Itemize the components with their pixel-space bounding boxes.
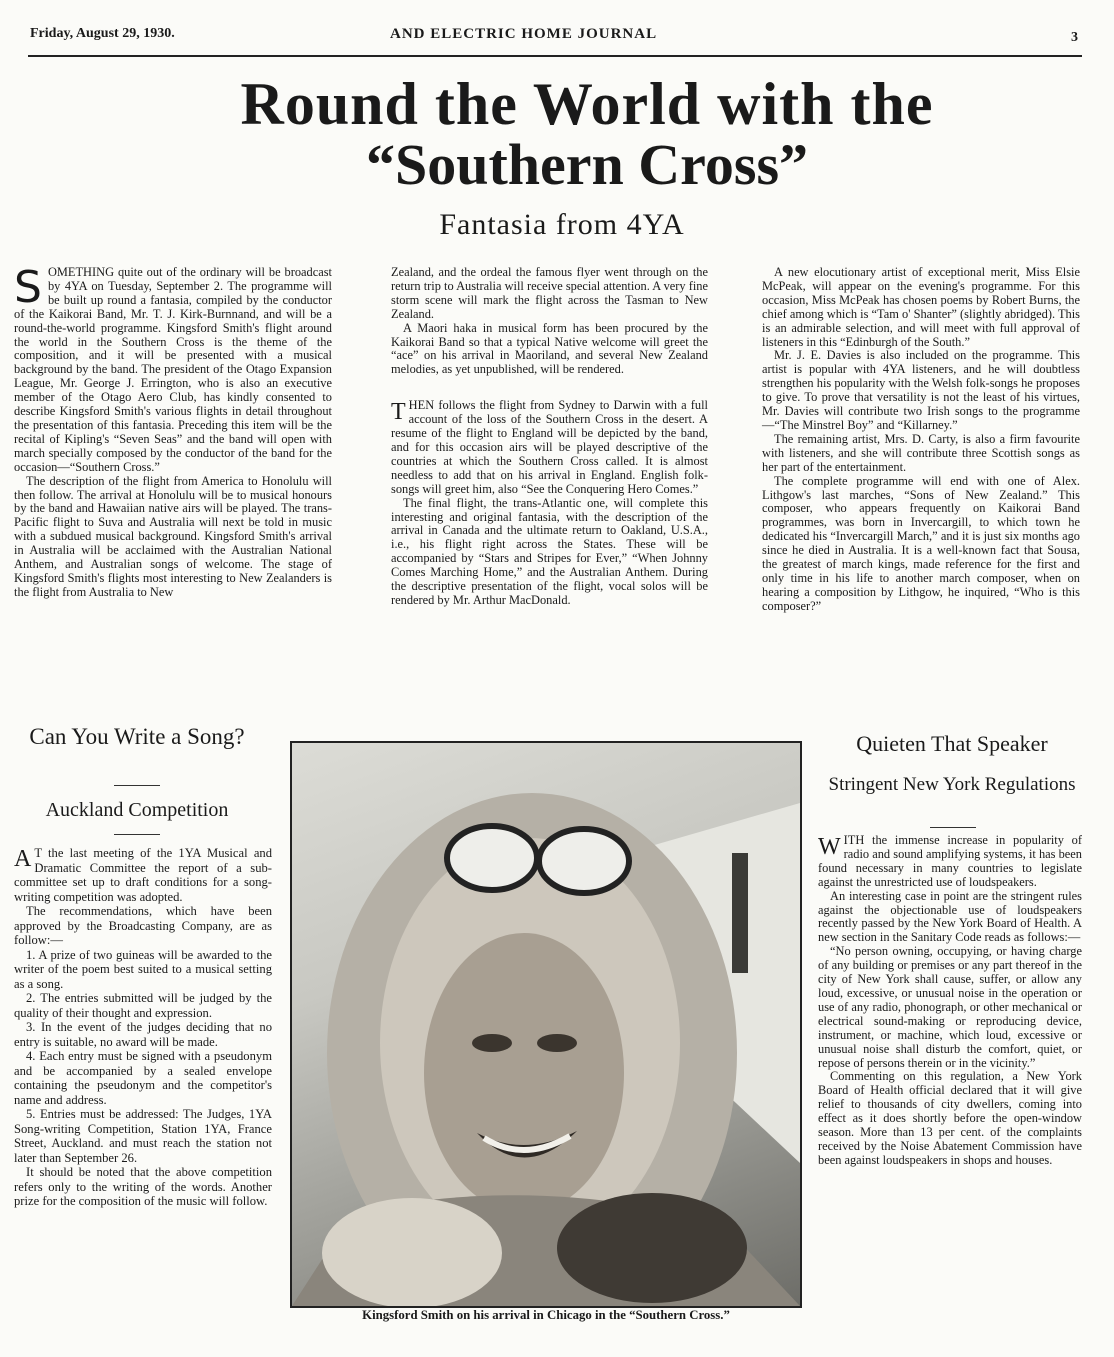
- fur-collar-left-shape: [322, 1198, 502, 1306]
- page-number: 3: [1071, 30, 1078, 45]
- article-paragraph: The recommendations, which have been approved by the Broadcasting Company, are as follow:—: [14, 904, 272, 947]
- portrait-photo: [290, 741, 802, 1308]
- main-headline-line1: Round the World with the: [240, 71, 934, 137]
- song-subheadline: Auckland Competition: [45, 799, 229, 821]
- lead-word: OMETHING: [47, 265, 115, 279]
- fur-collar-right-shape: [557, 1193, 747, 1303]
- article-paragraph: The complete programme will end with one of Alex. Lithgow's last marches, “Sons of New Zealand.” This composer, who appears frequently on Kaikorai Band programmes, was born in Invercargill, to which town he dedicated his “Invercargill March,” and it is just six months ago since he died in Australia. It is a well-known fact that Sousa, the greatest of march kings, made reference for the first and only time in his life to another march composer, when on hearing a composition by Lithgow, he inquired, “Who is this composer?”: [762, 473, 1080, 613]
- divider: [114, 834, 160, 835]
- issue-date: Friday, August 29, 1930.: [30, 26, 175, 41]
- rule-item: 2. The entries submitted will be judged by the quality of their thought and expression.: [14, 991, 272, 1020]
- article-paragraph: The description of the flight from America to Honolulu will then follow. The arrival at Honolulu will be to musical honours by the band and Hawaiian native airs will be played. The trans-Pacific flight to Suva and Australia will next be told in music with a subdued musical background. Kingsford Smith's arrival in Australia will be acclaimed with the Australian National Anthem, and Australian songs of welcome. The stage of Kingsford Smith's flights most interesting to New Zealanders is the flight from Australia to New: [14, 473, 332, 599]
- article-paragraph: The remaining artist, Mrs. D. Carty, is also a firm favourite with listeners, and she will contribute three Scottish songs as her part of the entertainment.: [762, 431, 1080, 474]
- header-rule: [28, 55, 1082, 57]
- goggle-right-shape: [539, 829, 629, 893]
- aircraft-strut-shape: [732, 853, 748, 973]
- rule-item: 4. Each entry must be signed with a pseudonym and be accompanied by a sealed envelope containing the pseudonym and the competitor's name and address.: [14, 1049, 272, 1107]
- main-headline-line2: “Southern Cross”: [365, 132, 809, 197]
- left-eye-shape: [472, 1034, 512, 1052]
- main-subheadline: Fantasia from 4YA: [439, 208, 685, 241]
- article-paragraph: An interesting case in point are the stringent rules against the objectionable use of loudspeakers recently passed by the New York Board of Health. A new section in the Sanitary Code reads as follows:—: [818, 888, 1082, 945]
- article-paragraph: A Maori haka in musical form has been procured by the Kaikorai Band so that a typical Native welcome will greet the “ace” on his arrival in Maoriland, and several New Zealand melodies, as yet unpublished, will be rendered.: [391, 320, 708, 377]
- rule-item: 1. A prize of two guineas will be awarded to the writer of the poem best suited to a musical setting as a song.: [14, 947, 272, 991]
- drop-cap: T: [391, 399, 406, 426]
- aviator-portrait-illustration: [292, 743, 800, 1306]
- article-paragraph: Zealand, and the ordeal the famous flyer went through on the return trip to Australia will receive special attention. A very fine storm scene will mark the flight across the Tasman to New Zealand.: [391, 265, 708, 321]
- masthead: AND ELECTRIC HOME JOURNAL: [390, 26, 658, 42]
- rule-item: 5. Entries must be addressed: The Judges, 1YA Song-writing Competition, Station 1YA, France Street, Auckland. and must reach the station not later than September 26.: [14, 1107, 272, 1165]
- speaker-article-body: [818, 834, 1082, 1168]
- article-paragraph: The final flight, the trans-Atlantic one, will complete this interesting and original fantasia, with the description of the arrival in Canada and the ultimate return to Oakland, U.S.A., i.e., his flight right across the States. These will be accompanied by “Stars and Stripes for Ever,” “When Johnny Comes Marching Home,” and the Australian Anthem. During the descriptive presentation of the flight, vocal solos will be rendered by Mr. Arthur MacDonald.: [391, 495, 708, 607]
- article-column-1: [14, 262, 332, 600]
- divider: [114, 785, 160, 786]
- article-paragraph: Mr. J. E. Davies is also included on the programme. This artist is popular with 4YA listeners, and he will doubtless strengthen his popularity with the Welsh folk-songs he proposes to give. To prove that versatility is not the least of his virtues, Mr. Davies will contribute two Irish songs to the programme—“The Minstrel Boy” and “Killarney.”: [762, 348, 1080, 432]
- right-eye-shape: [537, 1034, 577, 1052]
- face-shape: [424, 933, 624, 1213]
- article-paragraph: Commenting on this regulation, a New York Board of Health official declared that it will give relief to thousands of city dwellers, coming into effect as it does shortly before the open-window season. More than 13 per cent. of the complaints received by the Noise Abatement Commission have been against loudspeakers in shops and houses.: [818, 1069, 1082, 1167]
- drop-cap: A: [14, 846, 32, 872]
- song-article-body: [14, 846, 272, 1209]
- article-paragraph: A new elocutionary artist of exceptional merit, Miss Elsie McPeak, will appear on the evening's programme. For this occasion, Miss McPeak has chosen poems by Robert Burns, the chief among which is “Tam o' Shanter” (slightly abridged). This is an admirable selection, and will meet with full approval of listeners in this “Edinburgh of the South.”: [762, 265, 1080, 349]
- speaker-subheadline: Stringent New York Regulations: [828, 774, 1076, 795]
- article-column-3: [762, 266, 1080, 614]
- article-paragraph: A T the last meeting of the 1YA Musical and Dramatic Committee the report of a sub-committee set up to draft conditions for a song-writing competition was adopted.: [14, 846, 272, 904]
- article-paragraph: WITH the immense increase in popularity of radio and sound amplifying systems, it has been found necessary in many countries to legislate against the unrestricted use of loudspeakers.: [818, 833, 1082, 889]
- article-column-2: [391, 266, 708, 608]
- page-header: [30, 26, 1080, 48]
- goggle-left-shape: [447, 826, 537, 890]
- drop-cap: S: [14, 262, 42, 313]
- article-paragraph: SOMETHING quite out of the ordinary will be broadcast by 4YA on Tuesday, September 2. The programme will be built up round a fantasia, compiled by the conductor of the Kaikorai Band, Mr. T. J. Kirk-Burnnand, and will be a round-the-world programme. Kingsford Smith's flight around the world in the Southern Cross is the theme of the composition, and it will be presented with a musical background by the band. The president of the Otago Expansion League, Mr. George J. Errington, who is also an executive member of the Otago Aero Club, has kindly consented to describe Kingsford Smith's various flights in detail throughout the presentation of this fantasia. Preceding this item will be the recital of Kipling's “Seven Seas” and the band will open with march specially composed by the conductor of the band for the occasion—“Southern Cross.”: [14, 262, 332, 474]
- article-paragraph: “No person owning, occupying, or having charge of any building or premises or any part thereof in the city of New York shall cause, suffer, or allow any loud, excessive, or unusual noise in the operation or use of any radio, phonograph, or other mechanical or electrical sound-making or reproducing device, instrument, or machine, which loud, excessive or unusual noise shall disturb the comfort, quiet, or repose of persons therein or in the vicinity.”: [818, 944, 1082, 1070]
- photo-caption: Kingsford Smith on his arrival in Chicago in the “Southern Cross.”: [362, 1308, 730, 1322]
- drop-cap: W: [818, 834, 841, 860]
- divider: [930, 827, 976, 828]
- article-paragraph: THEN follows the flight from Sydney to Darwin with a full account of the loss of the Southern Cross in the desert. A resume of the flight to England will be depicted by the band, and for this occasion airs will be played descriptive of the countries at which the Southern Cross called. It is almost needless to add that on his arrival in England. English folk-songs will greet him, also “See the Conquering Hero Comes.”: [391, 398, 708, 496]
- rule-item: 3. In the event of the judges deciding that no entry is suitable, no award will be made.: [14, 1020, 272, 1049]
- speaker-headline: Quieten That Speaker: [856, 731, 1048, 756]
- article-paragraph: It should be noted that the above competition refers only to the writing of the words. Another prize for the composition of the music will follow.: [14, 1165, 272, 1208]
- song-headline: Can You Write a Song?: [29, 724, 245, 749]
